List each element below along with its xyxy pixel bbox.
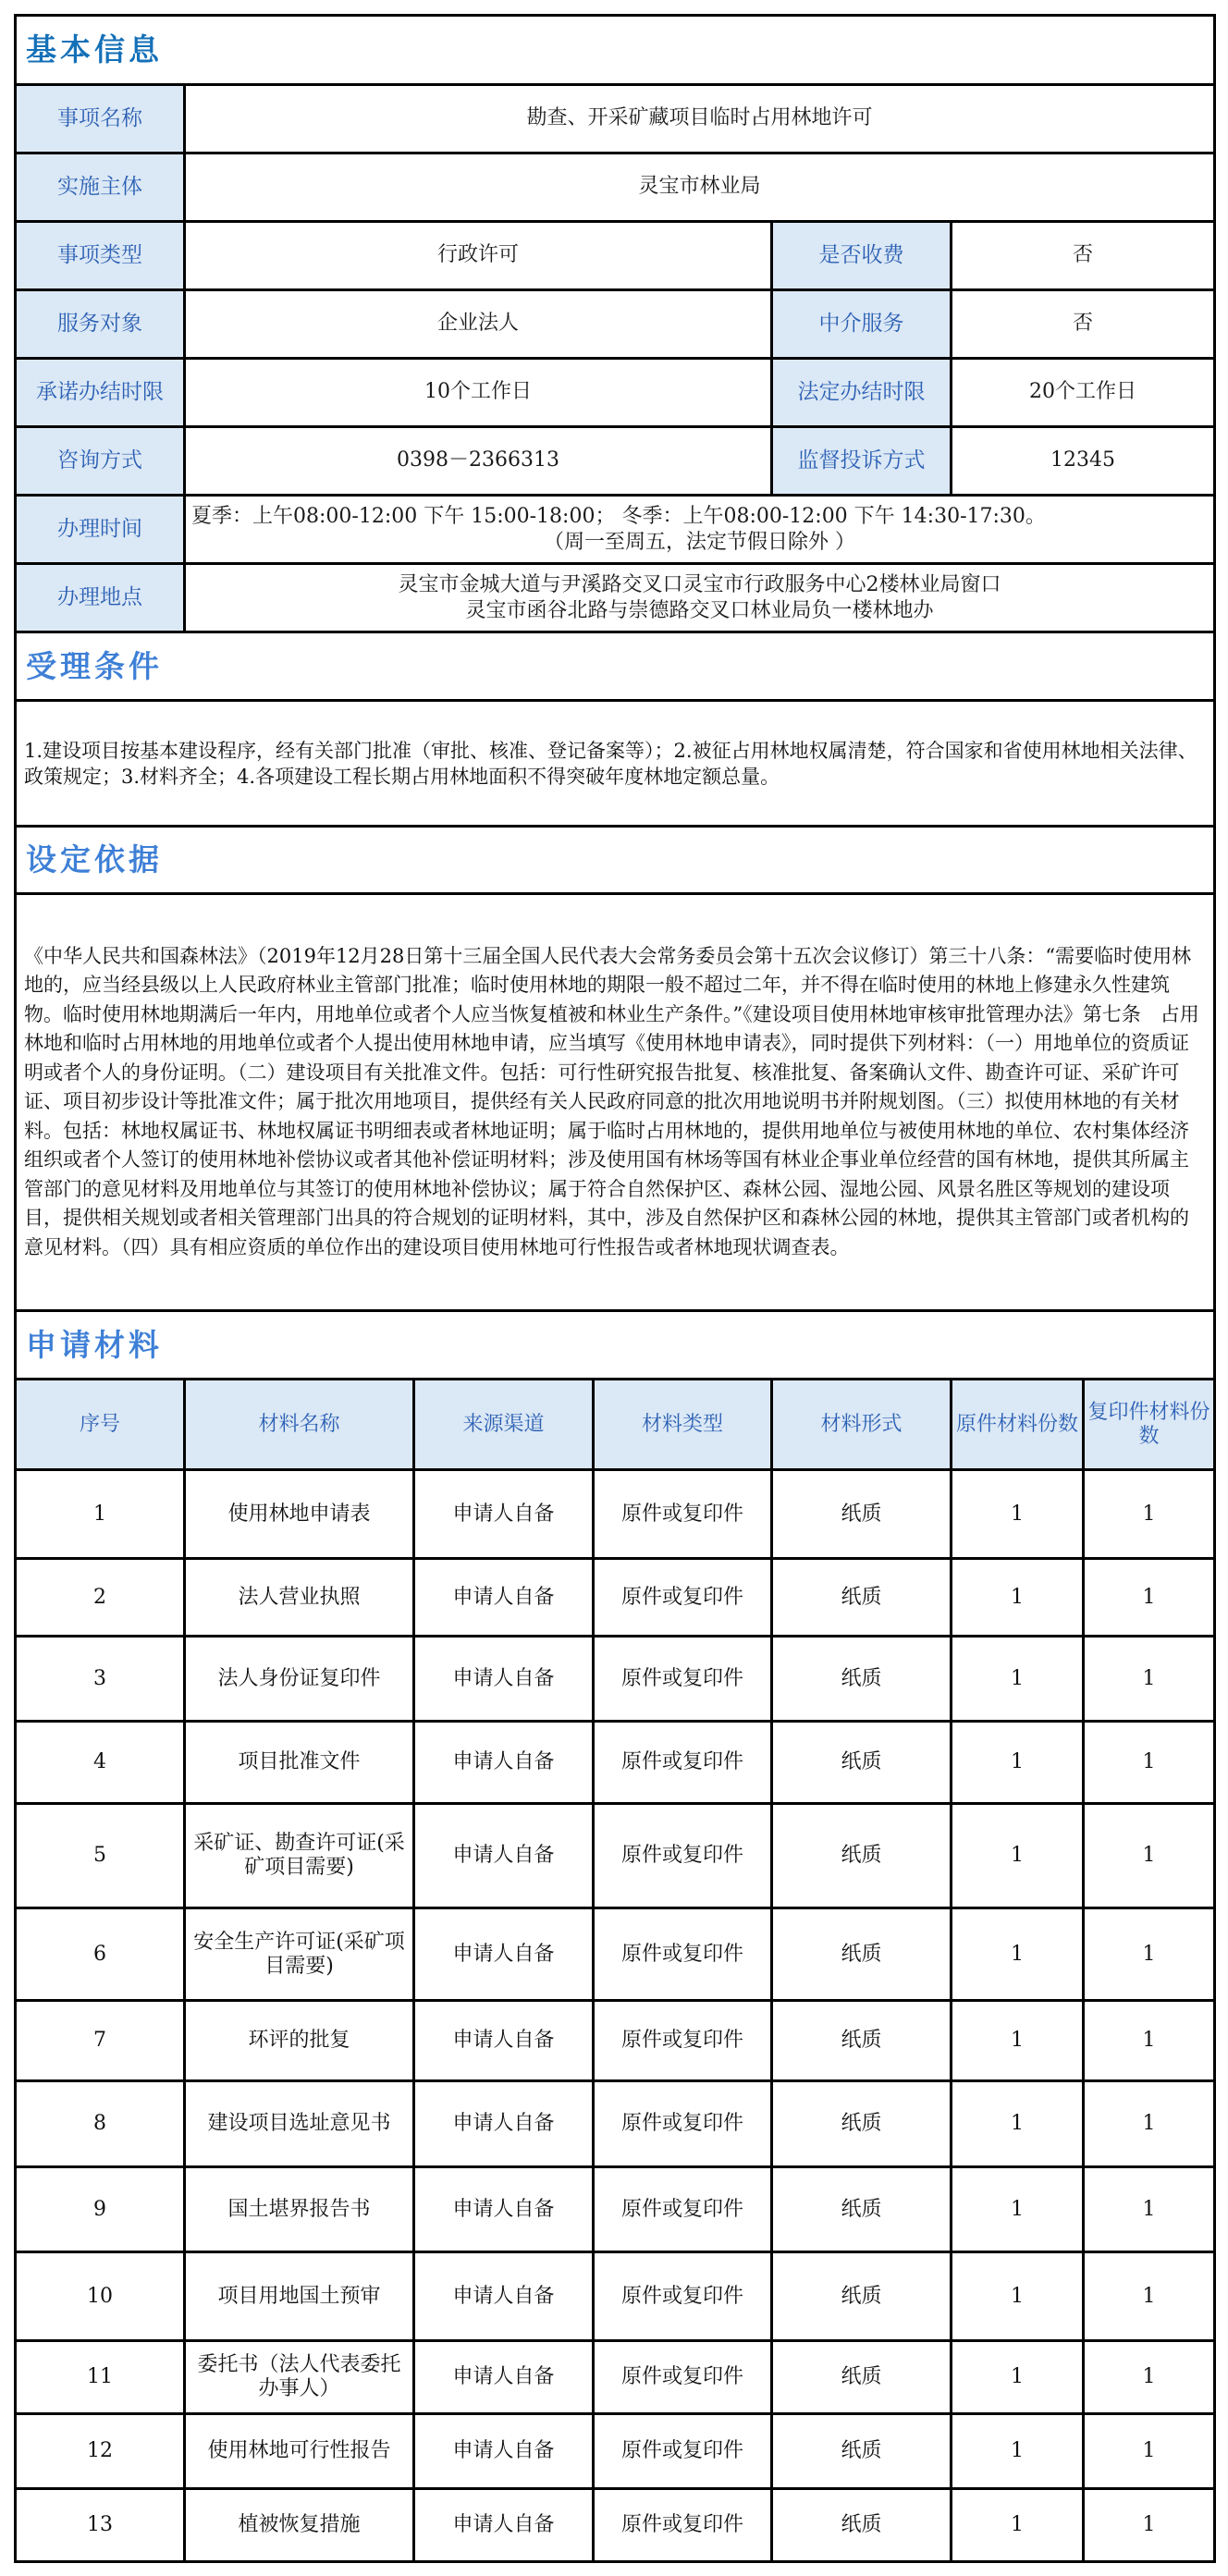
material-row	[16, 1804, 1215, 1908]
cell-copy-count: 1	[1084, 2167, 1215, 2252]
material-row	[16, 2081, 1215, 2167]
cell-material-form: 纸质	[772, 2414, 952, 2489]
cell-original-count: 1	[952, 1804, 1084, 1908]
cell-source: 申请人自备	[414, 2341, 594, 2414]
target-value: 企业法人	[185, 290, 772, 359]
cell-source: 申请人自备	[414, 2167, 594, 2252]
cell-copy-count: 1	[1084, 2001, 1215, 2081]
consult-label: 咨询方式	[16, 427, 185, 496]
cell-material-form: 纸质	[772, 1804, 952, 1908]
cell-material-type: 原件或复印件	[594, 2001, 772, 2081]
material-row	[16, 2341, 1215, 2414]
cell-index: 4	[16, 1722, 185, 1804]
header-material-name: 材料名称	[185, 1380, 414, 1470]
location-line-1: 灵宝市金城大道与尹溪路交叉口灵宝市行政服务中心2楼林业局窗口	[398, 572, 1001, 596]
legal-time-label: 法定办结时限	[772, 359, 952, 427]
cell-index: 13	[16, 2489, 185, 2562]
header-original-count: 原件材料份数	[952, 1380, 1084, 1470]
cell-original-count: 1	[952, 1722, 1084, 1804]
header-source: 来源渠道	[414, 1380, 594, 1470]
cell-material-name: 项目批准文件	[185, 1722, 414, 1804]
section-title-basic-info: 基本信息	[16, 16, 1215, 85]
cell-original-count: 1	[952, 2001, 1084, 2081]
cell-material-name: 植被恢复措施	[185, 2489, 414, 2562]
cell-material-type: 原件或复印件	[594, 2341, 772, 2414]
material-row	[16, 1559, 1215, 1637]
cell-copy-count: 1	[1084, 2414, 1215, 2489]
cell-material-type: 原件或复印件	[594, 1722, 772, 1804]
cell-copy-count: 1	[1084, 2081, 1215, 2167]
cell-original-count: 1	[952, 2081, 1084, 2167]
cell-material-type: 原件或复印件	[594, 1470, 772, 1559]
hours-label: 办理时间	[16, 496, 185, 564]
cell-source: 申请人自备	[414, 1908, 594, 2001]
cell-material-name: 使用林地可行性报告	[185, 2414, 414, 2489]
cell-source: 申请人自备	[414, 2252, 594, 2341]
cell-index: 5	[16, 1804, 185, 1908]
cell-material-name: 安全生产许可证(采矿项目需要)	[185, 1908, 414, 2001]
cell-material-form: 纸质	[772, 1559, 952, 1637]
service-guide-sheet	[14, 14, 1213, 2563]
location-label: 办理地点	[16, 564, 185, 632]
cell-material-form: 纸质	[772, 2081, 952, 2167]
cell-original-count: 1	[952, 2489, 1084, 2562]
cell-material-name: 法人身份证复印件	[185, 1637, 414, 1722]
header-copy-count: 复印件材料份数	[1084, 1380, 1215, 1470]
material-row	[16, 1637, 1215, 1722]
cell-index: 1	[16, 1470, 185, 1559]
material-row	[16, 2167, 1215, 2252]
agency-label: 中介服务	[772, 290, 952, 359]
cell-copy-count: 1	[1084, 2341, 1215, 2414]
hours-value	[185, 496, 1215, 564]
cell-copy-count: 1	[1084, 2252, 1215, 2341]
cell-source: 申请人自备	[414, 1470, 594, 1559]
material-row	[16, 2414, 1215, 2489]
cell-index: 9	[16, 2167, 185, 2252]
cell-copy-count: 1	[1084, 1908, 1215, 2001]
cell-index: 12	[16, 2414, 185, 2489]
cell-material-form: 纸质	[772, 2252, 952, 2341]
cell-source: 申请人自备	[414, 1637, 594, 1722]
materials-header-row	[16, 1380, 1215, 1470]
cell-copy-count: 1	[1084, 1470, 1215, 1559]
material-row	[16, 1908, 1215, 2001]
item-name-value: 勘查、开采矿藏项目临时占用林地许可	[185, 85, 1215, 153]
cell-material-form: 纸质	[772, 2001, 952, 2081]
cell-source: 申请人自备	[414, 1559, 594, 1637]
cell-material-name: 项目用地国土预审	[185, 2252, 414, 2341]
material-row	[16, 2489, 1215, 2562]
cell-material-type: 原件或复印件	[594, 1908, 772, 2001]
legal-time-value: 20个工作日	[952, 359, 1215, 427]
cell-material-name: 国土堪界报告书	[185, 2167, 414, 2252]
cell-material-name: 环评的批复	[185, 2001, 414, 2081]
cell-material-name: 法人营业执照	[185, 1559, 414, 1637]
material-row	[16, 2252, 1215, 2341]
cell-material-type: 原件或复印件	[594, 1559, 772, 1637]
cell-source: 申请人自备	[414, 2414, 594, 2489]
cell-material-name: 建设项目选址意见书	[185, 2081, 414, 2167]
cell-material-type: 原件或复印件	[594, 2414, 772, 2489]
complaint-value: 12345	[952, 427, 1215, 496]
materials-table	[14, 1309, 1216, 2563]
fee-label: 是否收费	[772, 222, 952, 290]
cell-copy-count: 1	[1084, 1804, 1215, 1908]
cell-index: 11	[16, 2341, 185, 2414]
cell-source: 申请人自备	[414, 2001, 594, 2081]
target-label: 服务对象	[16, 290, 185, 359]
cell-material-type: 原件或复印件	[594, 2081, 772, 2167]
cell-copy-count: 1	[1084, 1722, 1215, 1804]
cell-copy-count: 1	[1084, 2489, 1215, 2562]
header-index: 序号	[16, 1380, 185, 1470]
agency-value: 否	[952, 290, 1215, 359]
basic-info-table	[14, 14, 1216, 1312]
cell-source: 申请人自备	[414, 1804, 594, 1908]
cell-index: 2	[16, 1559, 185, 1637]
material-row	[16, 1470, 1215, 1559]
cell-original-count: 1	[952, 1470, 1084, 1559]
consult-value: 0398－2366313	[185, 427, 772, 496]
cell-original-count: 1	[952, 1637, 1084, 1722]
cell-original-count: 1	[952, 1908, 1084, 2001]
section-title-materials: 申请材料	[16, 1311, 1215, 1380]
promise-time-label: 承诺办结时限	[16, 359, 185, 427]
cell-material-type: 原件或复印件	[594, 1637, 772, 1722]
cell-material-name: 使用林地申请表	[185, 1470, 414, 1559]
header-material-form: 材料形式	[772, 1380, 952, 1470]
cell-index: 10	[16, 2252, 185, 2341]
materials-body	[16, 1470, 1215, 2562]
basis-text: 《中华人民共和国森林法》（2019年12月28日第十三届全国人民代表大会常务委员会第十五次会议修订）第三十八条：“需要临时使用林地的，应当经县级以上人民政府林业主管部门批准；临时使用林地的期限一般不超过二年，并不得在临时使用的林地上修建永久性建筑物。临时使用林地期满后一年内，用地单位或者个人应当恢复植被和林业生产条件。”《建设项目使用林地审核审批管理办法》第七条 占用林地和临时占用林地的用地单位或者个人提出使用林地申请，应当填写《使用林地申请表》，同时提供下列材料：（一）用地单位的资质证明或者个人的身份证明。（二）建设项目有关批准文件。包括：可行性研究报告批复、核准批复、备案确认文件、勘查许可证、采矿许可证、项目初步设计等批准文件；属于批次用地项目，提供经有关人民政府同意的批次用地说明书并附规划图。（三）拟使用林地的有关材料。包括：林地权属证书、林地权属证书明细表或者林地证明；属于临时占用林地的，提供用地单位与被使用林地的单位、农村集体经济组织或者个人签订的使用林地补偿协议或者其他补偿证明材料；涉及使用国有林场等国有林业企事业单位经营的国有林地，提供其所属主管部门的意见材料及用地单位与其签订的使用林地补偿协议；属于符合自然保护区、森林公园、湿地公园、风景名胜区等规划的建设项目，提供相关规划或者相关管理部门出具的符合规划的证明材料，其中，涉及自然保护区和森林公园的林地，提供其主管部门或者机构的意见材料。（四）具有相应资质的单位作出的建设项目使用林地可行性报告或者林地现状调查表。	[16, 894, 1215, 1311]
cell-material-type: 原件或复印件	[594, 2252, 772, 2341]
cell-index: 6	[16, 1908, 185, 2001]
cell-original-count: 1	[952, 1559, 1084, 1637]
material-row	[16, 1722, 1215, 1804]
cell-source: 申请人自备	[414, 2489, 594, 2562]
cell-material-form: 纸质	[772, 2167, 952, 2252]
header-material-type: 材料类型	[594, 1380, 772, 1470]
hours-line-1: 夏季：上午08:00-12:00 下午 15:00-18:00； 冬季：上午08:00-12:00 下午 14:30-17:30。	[191, 504, 1046, 528]
location-line-2: 灵宝市函谷北路与崇德路交叉口林业局负一楼林地办	[465, 598, 934, 622]
material-row	[16, 2001, 1215, 2081]
cell-original-count: 1	[952, 2252, 1084, 2341]
cell-material-form: 纸质	[772, 1908, 952, 2001]
cell-original-count: 1	[952, 2341, 1084, 2414]
cell-material-name: 采矿证、勘查许可证(采矿项目需要)	[185, 1804, 414, 1908]
cell-copy-count: 1	[1084, 1637, 1215, 1722]
cell-source: 申请人自备	[414, 2081, 594, 2167]
cell-material-type: 原件或复印件	[594, 1804, 772, 1908]
cell-material-form: 纸质	[772, 2489, 952, 2562]
cell-material-form: 纸质	[772, 1637, 952, 1722]
hours-line-2: （周一至周五，法定节假日除外 ）	[544, 530, 855, 554]
cell-index: 3	[16, 1637, 185, 1722]
cell-material-form: 纸质	[772, 1722, 952, 1804]
cell-original-count: 1	[952, 2167, 1084, 2252]
subject-label: 实施主体	[16, 153, 185, 222]
cell-material-type: 原件或复印件	[594, 2167, 772, 2252]
cell-material-name: 委托书（法人代表委托办事人）	[185, 2341, 414, 2414]
section-title-conditions: 受理条件	[16, 632, 1215, 701]
cell-material-form: 纸质	[772, 1470, 952, 1559]
cell-material-form: 纸质	[772, 2341, 952, 2414]
location-value	[185, 564, 1215, 632]
fee-value: 否	[952, 222, 1215, 290]
cell-copy-count: 1	[1084, 1559, 1215, 1637]
cell-index: 8	[16, 2081, 185, 2167]
cell-source: 申请人自备	[414, 1722, 594, 1804]
type-label: 事项类型	[16, 222, 185, 290]
item-name-label: 事项名称	[16, 85, 185, 153]
cell-index: 7	[16, 2001, 185, 2081]
complaint-label: 监督投诉方式	[772, 427, 952, 496]
cell-original-count: 1	[952, 2414, 1084, 2489]
promise-time-value: 10个工作日	[185, 359, 772, 427]
conditions-text: 1.建设项目按基本建设程序，经有关部门批准（审批、核准、登记备案等）；2.被征占用林地权属清楚，符合国家和省使用林地相关法律、政策规定；3.材料齐全；4.各项建设工程长期占用林地面积不得突破年度林地定额总量。	[16, 701, 1215, 827]
cell-material-type: 原件或复印件	[594, 2489, 772, 2562]
subject-value: 灵宝市林业局	[185, 153, 1215, 222]
type-value: 行政许可	[185, 222, 772, 290]
section-title-basis: 设定依据	[16, 827, 1215, 894]
